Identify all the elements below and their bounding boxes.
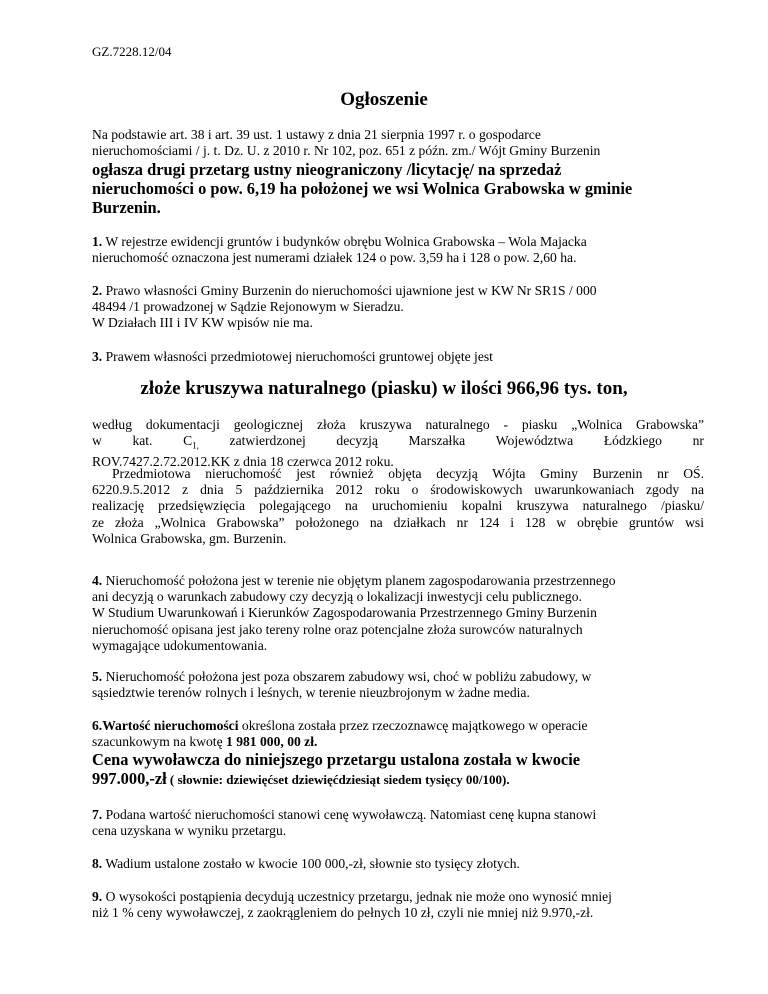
announcement-line: nieruchomości o pow. 6,19 ha położonej we wsi Wolnica Grabowska w gminie: [92, 179, 633, 198]
section-text: W rejestrze ewidencji gruntów i budynków obrębu Wolnica Grabowska – Wola Majacka: [102, 234, 587, 249]
section-lead: 6.Wartość nieruchomości: [92, 718, 239, 733]
section-text: 6220.9.5.2012 z dnia 5 października 2012 roku o środowiskowych uwarunkowaniach zgody na: [92, 482, 704, 498]
section-5: [92, 669, 704, 701]
section-text: ani decyzją o warunkach zabudowy czy decyzją o lokalizacji inwestycji celu publicznego.: [92, 589, 582, 605]
section-number: 7.: [92, 807, 103, 822]
word: $C_{1,}$: [183, 433, 199, 451]
section-number: 9.: [92, 889, 103, 904]
section-text: wymagające udokumentowania.: [92, 637, 268, 653]
section-text: Wadium ustalone zostało w kwocie 100 000,-zł, słownie sto tysięcy złotych.: [102, 856, 520, 871]
section-3: [92, 349, 704, 365]
section-number: 3.: [92, 349, 103, 364]
section-2: [92, 283, 704, 332]
price-amount: 997.000,-zł: [92, 769, 167, 788]
word: kat.: [132, 433, 153, 449]
intro-line: nieruchomościami / j. t. Dz. U. z 2010 r. Nr 102, poz. 651 z późn. zm./ Wójt Gminy Burzenin: [92, 143, 601, 159]
section-text: Nieruchomość położona jest w terenie nie objętym planem zagospodarowania przestrzennego: [102, 573, 616, 588]
section-text: sąsiedztwie terenów rolnych i leśnych, w terenie nieuzbrojonym w żadne media.: [92, 685, 530, 701]
section-text: W Studium Uwarunkowań i Kierunków Zagospodarowania Przestrzennego Gminy Burzenin: [92, 605, 597, 621]
section-text: Przedmiotowa nieruchomość jest również objęta decyzją Wójta Gminy Burzenin nr OŚ.: [112, 466, 704, 481]
word: Łódzkiego: [603, 433, 662, 449]
deposit-highlight: złoże kruszywa naturalnego (piasku) w ilości 966,96 tys. ton,: [140, 378, 628, 399]
section-4: [92, 573, 704, 654]
section-3-paragraph-a: [92, 417, 704, 470]
section-text: Podana wartość nieruchomości stanowi cenę wywoławczą. Natomiast cenę kupna stanowi: [102, 807, 597, 822]
intro-line: Na podstawie art. 38 i art. 39 ust. 1 ustawy z dnia 21 sierpnia 1997 r. o gospodarce: [92, 127, 541, 142]
section-text: Nieruchomość położona jest poza obszarem zabudowy wsi, choć w pobliżu zabudowy, w: [102, 669, 592, 684]
section-number: 2.: [92, 283, 103, 298]
section-text: ROV.7427.2.72.2012.KK z dnia 18 czerwca 2012 roku.: [92, 454, 394, 470]
section-number: 1.: [92, 234, 103, 249]
section-text: cena uzyskana w wyniku przetargu.: [92, 823, 287, 839]
word: Województwa: [495, 433, 574, 449]
announcement-heading: [92, 160, 704, 217]
section-text: Prawem własności przedmiotowej nieruchomości gruntowej objęte jest: [102, 349, 493, 364]
justified-line: [92, 433, 704, 454]
section-8: [92, 856, 704, 872]
section-7: [92, 807, 704, 839]
section-text: Wolnica Grabowska, gm. Burzenin.: [92, 530, 287, 546]
word: decyzją: [336, 433, 378, 449]
section-text: określona została przez rzeczoznawcę majątkowego w operacie: [238, 718, 588, 733]
section-text: W Działach III i IV KW wpisów nie ma.: [92, 315, 313, 331]
section-number: 5.: [92, 669, 103, 684]
section-6: [92, 718, 704, 750]
section-3-paragraph-b: [92, 466, 704, 547]
section-1: [92, 234, 704, 266]
section-9: [92, 889, 704, 921]
page-title: Ogłoszenie: [340, 89, 428, 110]
price-in-words: ( słownie: dziewięćset dziewięćdziesiąt siedem tysięcy 00/100).: [166, 772, 510, 787]
property-value: 1 981 000, 00 zł.: [226, 734, 318, 750]
intro-paragraph: [92, 127, 704, 159]
section-text: nieruchomość oznaczona jest numerami działek 124 o pow. 3,59 ha i 128 o pow. 2,60 ha.: [92, 250, 577, 266]
section-text: realizację przedsięwzięcia polegającego na uruchomieniu kopalni kruszywa naturalnego /piasku/: [92, 498, 704, 514]
starting-price: [92, 750, 704, 789]
price-line: Cena wywoławcza do niniejszego przetargu ustalona została w kwocie: [92, 750, 581, 769]
section-text: ze złoża „Wolnica Grabowska” położonego na działkach nr 124 i 128 w obrębie gruntów wsi: [92, 514, 704, 530]
announcement-line: Burzenin.: [92, 198, 161, 217]
announcement-line: ogłasza drugi przetarg ustny nieograniczony /licytację/ na sprzedaż: [92, 160, 562, 179]
section-text: nieruchomość opisana jest jako tereny rolne oraz potencjalne złoża surowców naturalnych: [92, 621, 583, 637]
section-text: niż 1 % ceny wywoławczej, z zaokrągleniem do pełnych 10 zł, czyli nie mniej niż 9.970,-zł.: [92, 905, 594, 921]
section-text: 48494 /1 prowadzonej w Sądzie Rejonowym w Sieradzu.: [92, 299, 404, 315]
section-number: 4.: [92, 573, 103, 588]
justified-line: [92, 417, 704, 433]
section-text: Prawo własności Gminy Burzenin do nieruchomości ujawnione jest w KW Nr SR1S / 000: [102, 283, 597, 298]
section-text: według dokumentacji geologicznej złoża kruszywa naturalnego - piasku „Wolnica Grabowska”: [92, 417, 704, 432]
section-text: szacunkowym na kwotę: [92, 734, 227, 750]
subscript: 1,: [192, 440, 199, 451]
word: Marszałka: [408, 433, 466, 449]
word: nr: [692, 433, 704, 449]
word: w: [92, 433, 102, 449]
section-number: 8.: [92, 856, 103, 871]
section-text: O wysokości postąpienia decydują uczestnicy przetargu, jednak nie może ono wynosić mniej: [102, 889, 612, 904]
reference-number: GZ.7228.12/04: [92, 44, 172, 59]
word: zatwierdzonej: [229, 433, 306, 449]
